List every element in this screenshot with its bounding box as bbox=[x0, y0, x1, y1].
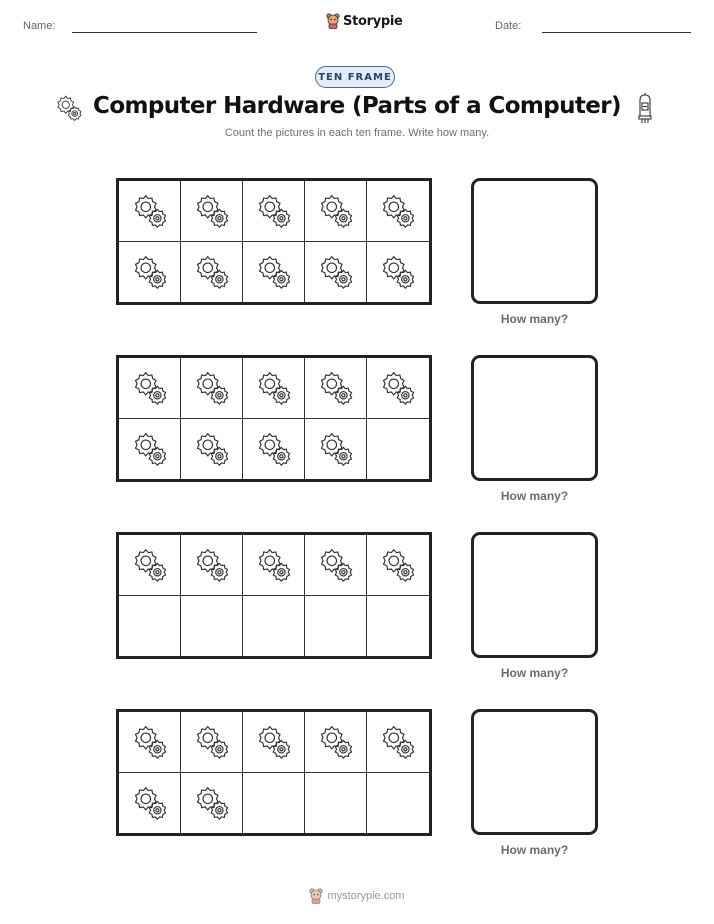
gears-icon bbox=[255, 432, 293, 466]
ten-frame-cell bbox=[119, 596, 181, 657]
ten-frame-cell bbox=[243, 358, 305, 419]
gears-icon bbox=[379, 725, 417, 759]
name-label: Name: bbox=[23, 20, 56, 32]
ten-frame-cell bbox=[243, 419, 305, 480]
how-many-label: How many? bbox=[500, 666, 569, 680]
ten-frame-cell bbox=[367, 181, 429, 242]
gears-icon bbox=[193, 725, 231, 759]
gears-icon bbox=[255, 548, 293, 582]
ten-frame-cell bbox=[119, 242, 181, 303]
ten-frame-cell bbox=[181, 773, 243, 834]
ten-frame-cell bbox=[305, 712, 367, 773]
ten-frame-cell bbox=[119, 535, 181, 596]
answer-box[interactable] bbox=[471, 532, 598, 658]
gears-icon bbox=[193, 371, 231, 405]
gears-icon bbox=[317, 548, 355, 582]
ten-frame-cell bbox=[119, 773, 181, 834]
how-many-label: How many? bbox=[500, 312, 569, 326]
ten-frame-cell bbox=[305, 596, 367, 657]
ten-frame-cell bbox=[181, 181, 243, 242]
ten-frame-cell bbox=[367, 419, 429, 480]
answer-box[interactable] bbox=[471, 178, 598, 304]
ten-frame-cell bbox=[367, 535, 429, 596]
instructions: Count the pictures in each ten frame. Write how many. bbox=[224, 127, 490, 139]
how-many-label: How many? bbox=[500, 843, 569, 857]
ten-frame bbox=[116, 532, 432, 659]
gears-icon bbox=[193, 194, 231, 228]
ten-frame-cell bbox=[305, 242, 367, 303]
ten-frame-cell bbox=[243, 712, 305, 773]
page-title: Computer Hardware (Parts of a Computer) bbox=[93, 93, 621, 119]
storypie-bear-logo-icon bbox=[326, 13, 340, 29]
ten-frame-cell bbox=[181, 242, 243, 303]
ten-frame-cell bbox=[305, 773, 367, 834]
gears-icon bbox=[131, 725, 169, 759]
answer-box[interactable] bbox=[471, 709, 598, 835]
gears-icon bbox=[317, 371, 355, 405]
gears-icon bbox=[317, 725, 355, 759]
ten-frame-cell bbox=[305, 419, 367, 480]
gears-icon bbox=[255, 371, 293, 405]
ten-frame-cell bbox=[243, 596, 305, 657]
ten-frame-cell bbox=[367, 596, 429, 657]
gears-icon bbox=[193, 548, 231, 582]
gears-icon bbox=[317, 432, 355, 466]
gears-icon bbox=[379, 255, 417, 289]
ten-frame-cell bbox=[181, 358, 243, 419]
ten-frame-badge: TEN FRAME bbox=[315, 66, 395, 88]
ten-frame-cell bbox=[243, 242, 305, 303]
gears-icon bbox=[379, 548, 417, 582]
ten-frame-cell bbox=[181, 419, 243, 480]
ten-frame-cell bbox=[367, 773, 429, 834]
gears-icon bbox=[131, 786, 169, 820]
gears-icon bbox=[131, 255, 169, 289]
how-many-label: How many? bbox=[500, 489, 569, 503]
ten-frame-cell bbox=[367, 712, 429, 773]
ten-frame-cell bbox=[181, 712, 243, 773]
gears-icon bbox=[131, 194, 169, 228]
date-label: Date: bbox=[495, 20, 522, 32]
ten-frame-cell bbox=[119, 358, 181, 419]
gears-icon bbox=[255, 255, 293, 289]
gears-icon bbox=[379, 371, 417, 405]
gears-icon bbox=[131, 548, 169, 582]
gears-icon bbox=[255, 194, 293, 228]
vacuum-tube-icon bbox=[636, 92, 654, 124]
ten-frame bbox=[116, 178, 432, 305]
footer-url: mystorypie.com bbox=[327, 890, 405, 902]
ten-frame-cell bbox=[305, 181, 367, 242]
ten-frame-cell bbox=[119, 181, 181, 242]
ten-frame-cell bbox=[305, 358, 367, 419]
gears-icon bbox=[54, 95, 84, 121]
brand-logo bbox=[326, 13, 403, 29]
ten-frame-cell bbox=[367, 242, 429, 303]
ten-frame-cell bbox=[181, 596, 243, 657]
ten-frame-cell bbox=[119, 712, 181, 773]
ten-frame-cell bbox=[243, 773, 305, 834]
ten-frame-cell bbox=[243, 181, 305, 242]
gears-icon bbox=[193, 255, 231, 289]
ten-frame bbox=[116, 355, 432, 482]
ten-frame bbox=[116, 709, 432, 836]
footer bbox=[0, 888, 714, 904]
date-line[interactable] bbox=[542, 32, 691, 33]
ten-frame-cell bbox=[119, 419, 181, 480]
answer-box[interactable] bbox=[471, 355, 598, 481]
ten-frame-cell bbox=[181, 535, 243, 596]
gears-icon bbox=[317, 255, 355, 289]
gears-icon bbox=[255, 725, 293, 759]
gears-icon bbox=[193, 786, 231, 820]
ten-frame-cell bbox=[305, 535, 367, 596]
gears-icon bbox=[193, 432, 231, 466]
gears-icon bbox=[131, 432, 169, 466]
gears-icon bbox=[131, 371, 169, 405]
name-line[interactable] bbox=[72, 32, 257, 33]
ten-frame-cell bbox=[243, 535, 305, 596]
brand-name: Storypie bbox=[343, 13, 403, 29]
gears-icon bbox=[379, 194, 417, 228]
gears-icon bbox=[317, 194, 355, 228]
ten-frame-cell bbox=[367, 358, 429, 419]
storypie-bear-logo-icon bbox=[309, 888, 323, 904]
